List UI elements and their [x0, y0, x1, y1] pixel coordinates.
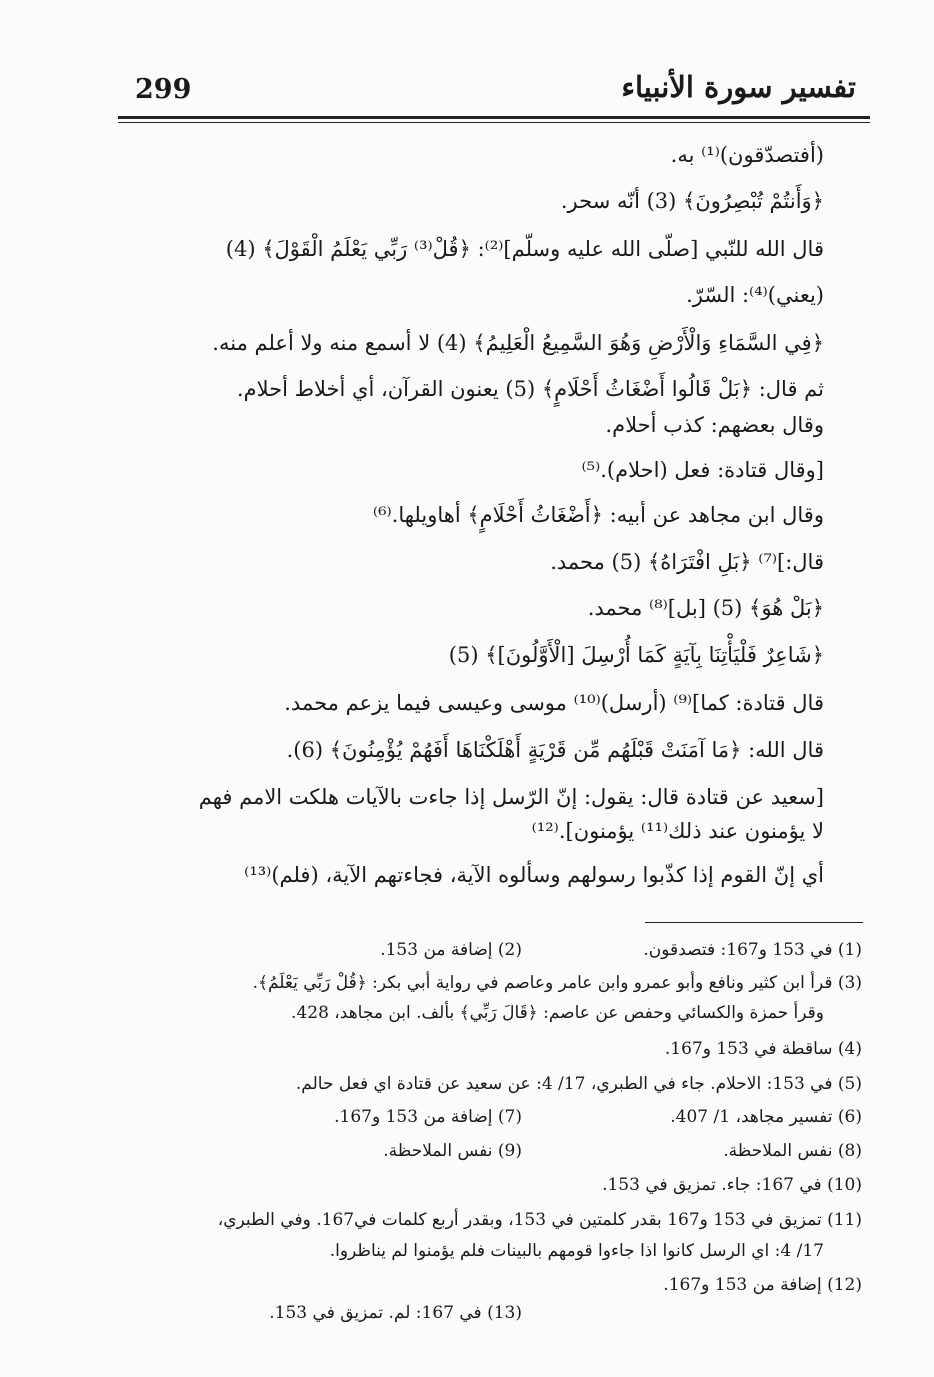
footnote: (6) تفسير مجاهد، 1/ 407.	[670, 1107, 862, 1127]
text-line: ﴿شَاعِرٌ فَلْيَأْتِنَا بِآيَةٍ كَمَا أُرْسِلَ [الْأَوَّلُونَ]﴾ (5)	[448, 643, 824, 667]
text-line: [وقال قتادة: فعل (احلام).⁽⁵⁾	[581, 458, 824, 482]
footnote: (3) قرأ ابن كثير ونافع وأبو عمرو وابن عامر وعاصم في رواية أبي بكر: ﴿قُلْ رَبِّي يَعْلَمُ﴾.	[252, 973, 862, 993]
footnote: (1) في 153 و167: فتصدقون.	[643, 940, 862, 960]
text-line: قال:]⁽⁷⁾ ﴿بَلِ افْتَرَاهُ﴾ (5) محمد.	[550, 550, 824, 574]
footnote: (9) نفس الملاحظة.	[383, 1141, 522, 1161]
footnote: (5) في 153: الاحلام. جاء في الطبري، 17/ 4: عن سعيد عن قتادة اي فعل حالم.	[295, 1074, 862, 1094]
page-number: 299	[135, 74, 192, 105]
footnote: (7) إضافة من 153 و167.	[334, 1107, 522, 1127]
text-line: (يعني)⁽⁴⁾: السّرّ.	[686, 283, 824, 307]
footnote: 17/ 4: اي الرسل كانوا اذا جاءوا قومهم بالبينات فلم يؤمنوا لم يناظروا.	[329, 1241, 824, 1261]
footnote: (2) إضافة من 153.	[380, 940, 522, 960]
footnote: وقرأ حمزة والكسائي وحفص عن عاصم: ﴿قَالَ رَبِّي﴾ بألف. ابن مجاهد، 428.	[291, 1003, 824, 1023]
text-line: قال الله للنّبي [صلّى الله عليه وسلّم]⁽²⁾: ﴿قُلْ⁽³⁾ رَبِّي يَعْلَمُ الْقَوْلَ﴾ (4)	[225, 237, 824, 261]
text-line: ﴿بَلْ هُوَ﴾ (5) [بل]⁽⁸⁾ محمد.	[587, 596, 824, 620]
footnote: (13) في 167: لم. تمزيق في 153.	[269, 1303, 522, 1323]
footnote: (10) في 167: جاء. تمزيق في 153.	[602, 1175, 862, 1195]
footnote: (8) نفس الملاحظة.	[723, 1141, 862, 1161]
footnote: (4) ساقطة في 153 و167.	[664, 1039, 862, 1059]
text-line: أي إنّ القوم إذا كذّبوا رسولهم وسألوه الآية، فجاءتهم الآية، (فلم)⁽¹³⁾	[244, 863, 824, 887]
text-line: [سعيد عن قتادة قال: يقول: إنّ الرّسل إذا جاءت بالآيات هلكت الامم فهم	[198, 785, 824, 809]
text-line: لا يؤمنون عند ذلك⁽¹¹⁾ يؤمنون].⁽¹²⁾	[531, 819, 824, 843]
header-rule-thick	[118, 116, 870, 119]
running-title: تفسير سورة الأنبياء	[621, 70, 856, 104]
header-rule-thin	[118, 122, 870, 123]
footnote: (11) تمزيق في 153 و167 بقدر كلمتين في 153، وبقدر أربع كلمات في167. وفي الطبري،	[217, 1210, 862, 1230]
text-line: ثم قال: ﴿بَلْ قَالُوا أَضْغَاثُ أَحْلَامٍ﴾ (5) يعنون القرآن، أي أخلاط أحلام.	[236, 377, 824, 401]
text-line: (أفتصدّقون)⁽¹⁾ به.	[670, 143, 824, 167]
text-line: ﴿فِي السَّمَاءِ وَالْأَرْضِ وَهُوَ السَّمِيعُ الْعَلِيمُ﴾ (4) لا أسمع منه ولا أعلم منه.	[212, 331, 824, 355]
text-line: قال قتادة: كما]⁽⁹⁾ (أرسل)⁽¹⁰⁾ موسى وعيسى فيما يزعم محمد.	[284, 691, 824, 715]
text-line: وقال بعضهم: كذب أحلام.	[605, 413, 824, 437]
footnote: (12) إضافة من 153 و167.	[663, 1275, 862, 1295]
text-line: وقال ابن مجاهد عن أبيه: ﴿أَضْغَاثُ أَحْلَامٍ﴾ أهاويلها.⁽⁶⁾	[372, 503, 824, 527]
text-line: ﴿وَأَنتُمْ تُبْصِرُونَ﴾ (3) أنّه سحر.	[560, 189, 824, 213]
text-line: قال الله: ﴿مَا آمَنَتْ قَبْلَهُم مِّن قَرْيَةٍ أَهْلَكْنَاهَا أَفَهُمْ يُؤْمِنُونَ﴾ (6).	[286, 738, 824, 762]
footnote-separator	[645, 922, 863, 923]
